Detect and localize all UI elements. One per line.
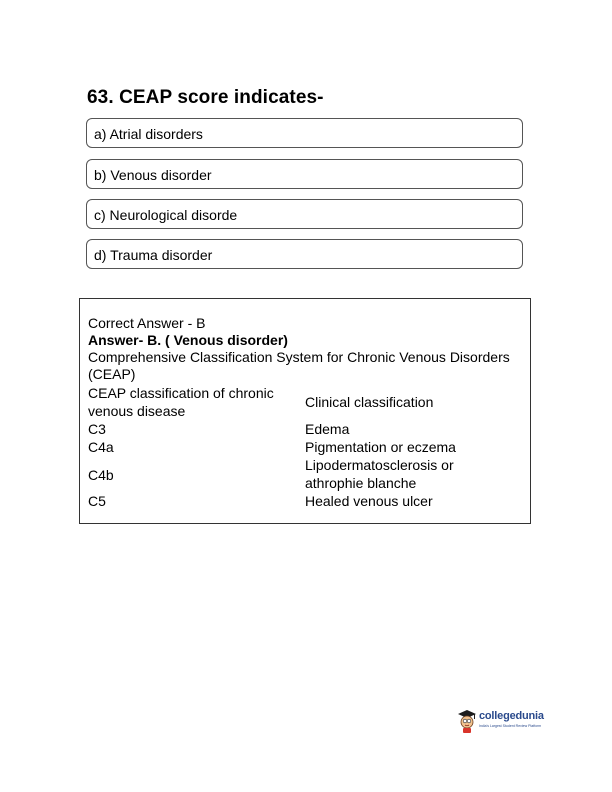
explanation-line-1: Comprehensive Classification System for Chronic Venous Disorders: [88, 349, 510, 365]
option-c[interactable]: c) Neurological disorde: [86, 199, 523, 229]
logo-name: collegedunia: [479, 710, 544, 722]
option-b[interactable]: b) Venous disorder: [86, 159, 523, 189]
correct-answer-text: Correct Answer - B: [88, 315, 206, 331]
table-header-right: Clinical classification: [305, 394, 434, 410]
table-row-code: C4a: [88, 439, 114, 455]
mascot-icon: [456, 708, 478, 734]
answer-box: [79, 298, 531, 524]
table-row-desc: Edema: [305, 421, 350, 437]
table-header-left-line2: venous disease: [88, 403, 186, 419]
logo-tagline: India's Largest Student Review Platform: [479, 724, 542, 728]
table-row-desc: Healed venous ulcer: [305, 493, 433, 509]
table-row-desc-cont: athrophie blanche: [305, 475, 417, 491]
table-header-left-line1: CEAP classification of chronic: [88, 385, 274, 401]
explanation-line-2: (CEAP): [88, 366, 136, 382]
question-title: 63. CEAP score indicates-: [87, 87, 324, 108]
table-row-desc: Lipodermatosclerosis or: [305, 457, 454, 473]
option-a[interactable]: a) Atrial disorders: [86, 118, 523, 148]
answer-heading: Answer- B. ( Venous disorder): [88, 332, 288, 348]
collegedunia-logo: [456, 708, 546, 736]
table-row-code: C4b: [88, 467, 114, 483]
option-d[interactable]: d) Trauma disorder: [86, 239, 523, 269]
table-row-code: C5: [88, 493, 106, 509]
table-row-desc: Pigmentation or eczema: [305, 439, 456, 455]
table-row-code: C3: [88, 421, 106, 437]
